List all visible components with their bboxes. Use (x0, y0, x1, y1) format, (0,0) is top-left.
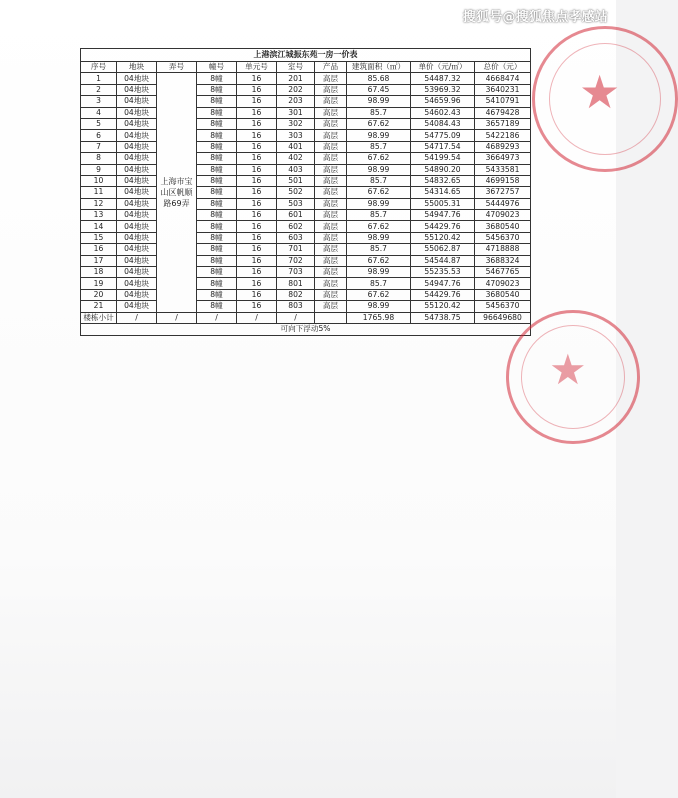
table-row (81, 84, 531, 95)
product-cell: 高层 (315, 301, 347, 312)
room-cell: 602 (277, 221, 315, 232)
row-number: 4 (81, 107, 117, 118)
plot-cell: 04地块 (117, 301, 157, 312)
product-cell: 高层 (315, 73, 347, 84)
area-cell: 67.62 (347, 118, 411, 129)
plot-cell: 04地块 (117, 84, 157, 95)
table-row (81, 221, 531, 232)
subtotal-cell: / (197, 312, 237, 323)
room-cell: 201 (277, 73, 315, 84)
plot-cell: 04地块 (117, 187, 157, 198)
price-sheet (80, 48, 621, 394)
column-header: 单价（元/㎡） (411, 62, 475, 73)
room-cell: 402 (277, 153, 315, 164)
table-body (81, 73, 531, 312)
total-price-cell: 5433581 (475, 164, 531, 175)
area-cell: 67.45 (347, 84, 411, 95)
unit-price-cell: 53969.32 (411, 84, 475, 95)
column-header: 弄号 (157, 62, 197, 73)
table-row (81, 73, 531, 84)
column-header: 单元号 (237, 62, 277, 73)
unit-cell: 16 (237, 118, 277, 129)
area-cell: 85.7 (347, 278, 411, 289)
unit-cell: 16 (237, 210, 277, 221)
total-price-cell: 3680540 (475, 221, 531, 232)
unit-cell: 16 (237, 96, 277, 107)
room-cell: 601 (277, 210, 315, 221)
row-number: 3 (81, 96, 117, 107)
room-cell: 303 (277, 130, 315, 141)
subtotal-cell: / (117, 312, 157, 323)
area-cell: 98.99 (347, 130, 411, 141)
product-cell: 高层 (315, 153, 347, 164)
room-cell: 502 (277, 187, 315, 198)
unit-cell: 16 (237, 198, 277, 209)
plot-cell: 04地块 (117, 255, 157, 266)
area-cell: 85.7 (347, 107, 411, 118)
building-cell: 8幢 (197, 221, 237, 232)
subtotal-cell: / (277, 312, 315, 323)
area-cell: 85.7 (347, 141, 411, 152)
table-row (81, 255, 531, 266)
table-row (81, 278, 531, 289)
product-cell: 高层 (315, 210, 347, 221)
room-cell: 301 (277, 107, 315, 118)
unit-cell: 16 (237, 289, 277, 300)
table-row (81, 301, 531, 312)
unit-price-cell: 54659.96 (411, 96, 475, 107)
row-number: 12 (81, 198, 117, 209)
product-cell: 高层 (315, 187, 347, 198)
unit-price-cell: 54429.76 (411, 221, 475, 232)
room-cell: 803 (277, 301, 315, 312)
table-row (81, 96, 531, 107)
address-cell: 上海市宝山区帆顺路69弄 (157, 73, 197, 312)
total-price-cell: 4709023 (475, 210, 531, 221)
official-seal-top (532, 26, 678, 172)
unit-price-cell: 54487.32 (411, 73, 475, 84)
unit-price-cell: 55120.42 (411, 232, 475, 243)
product-cell: 高层 (315, 141, 347, 152)
subtotal-cell (315, 312, 347, 323)
row-number: 19 (81, 278, 117, 289)
plot-cell: 04地块 (117, 141, 157, 152)
building-cell: 8幢 (197, 232, 237, 243)
unit-cell: 16 (237, 130, 277, 141)
column-header: 序号 (81, 62, 117, 73)
table-row (81, 289, 531, 300)
row-number: 5 (81, 118, 117, 129)
building-cell: 8幢 (197, 255, 237, 266)
building-cell: 8幢 (197, 198, 237, 209)
row-number: 13 (81, 210, 117, 221)
building-cell: 8幢 (197, 130, 237, 141)
plot-cell: 04地块 (117, 96, 157, 107)
plot-cell: 04地块 (117, 118, 157, 129)
plot-cell: 04地块 (117, 73, 157, 84)
room-cell: 703 (277, 267, 315, 278)
unit-price-cell: 55235.53 (411, 267, 475, 278)
table-row (81, 164, 531, 175)
plot-cell: 04地块 (117, 244, 157, 255)
product-cell: 高层 (315, 164, 347, 175)
plot-cell: 04地块 (117, 289, 157, 300)
footnote: 可向下浮动5% (81, 323, 531, 335)
watermark: 搜狐号@搜狐焦点孝感站 (462, 10, 608, 25)
row-number: 2 (81, 84, 117, 95)
unit-cell: 16 (237, 267, 277, 278)
room-cell: 401 (277, 141, 315, 152)
area-cell: 67.62 (347, 153, 411, 164)
area-cell: 85.7 (347, 175, 411, 186)
area-cell: 98.99 (347, 267, 411, 278)
area-cell: 67.62 (347, 255, 411, 266)
plot-cell: 04地块 (117, 153, 157, 164)
table-row (81, 198, 531, 209)
unit-price-cell: 54717.54 (411, 141, 475, 152)
product-cell: 高层 (315, 267, 347, 278)
room-cell: 501 (277, 175, 315, 186)
plot-cell: 04地块 (117, 267, 157, 278)
subtotal-cell: 楼栋小计 (81, 312, 117, 323)
building-cell: 8幢 (197, 278, 237, 289)
product-cell: 高层 (315, 244, 347, 255)
unit-cell: 16 (237, 244, 277, 255)
building-cell: 8幢 (197, 210, 237, 221)
product-cell: 高层 (315, 107, 347, 118)
area-cell: 98.99 (347, 301, 411, 312)
plot-cell: 04地块 (117, 198, 157, 209)
building-cell: 8幢 (197, 244, 237, 255)
subtotal-cell: / (157, 312, 197, 323)
product-cell: 高层 (315, 175, 347, 186)
table-row (81, 232, 531, 243)
unit-cell: 16 (237, 301, 277, 312)
product-cell: 高层 (315, 221, 347, 232)
row-number: 6 (81, 130, 117, 141)
area-cell: 67.62 (347, 187, 411, 198)
unit-cell: 16 (237, 164, 277, 175)
room-cell: 801 (277, 278, 315, 289)
area-cell: 85.7 (347, 210, 411, 221)
table-row (81, 130, 531, 141)
unit-cell: 16 (237, 187, 277, 198)
building-cell: 8幢 (197, 141, 237, 152)
table-row (81, 187, 531, 198)
price-table (80, 48, 531, 336)
unit-price-cell: 54832.65 (411, 175, 475, 186)
building-cell: 8幢 (197, 164, 237, 175)
building-cell: 8幢 (197, 267, 237, 278)
unit-price-cell: 54544.87 (411, 255, 475, 266)
room-cell: 403 (277, 164, 315, 175)
table-title: 上港滨江城振东苑一房一价表 (81, 49, 531, 62)
unit-cell: 16 (237, 84, 277, 95)
area-cell: 98.99 (347, 232, 411, 243)
plot-cell: 04地块 (117, 232, 157, 243)
row-number: 10 (81, 175, 117, 186)
total-price-cell: 4668474 (475, 73, 531, 84)
table-row (81, 175, 531, 186)
building-cell: 8幢 (197, 107, 237, 118)
unit-price-cell: 55005.31 (411, 198, 475, 209)
column-header: 建筑面积（㎡） (347, 62, 411, 73)
total-price-cell: 3664973 (475, 153, 531, 164)
subtotal-cell: / (237, 312, 277, 323)
row-number: 16 (81, 244, 117, 255)
table-row (81, 107, 531, 118)
building-cell: 8幢 (197, 84, 237, 95)
total-price-cell: 5410791 (475, 96, 531, 107)
table-row (81, 244, 531, 255)
row-number: 11 (81, 187, 117, 198)
area-cell: 67.62 (347, 289, 411, 300)
table-row (81, 141, 531, 152)
plot-cell: 04地块 (117, 107, 157, 118)
product-cell: 高层 (315, 198, 347, 209)
product-cell: 高层 (315, 278, 347, 289)
area-cell: 98.99 (347, 96, 411, 107)
room-cell: 603 (277, 232, 315, 243)
seal-star-icon: ★ (579, 65, 621, 119)
row-number: 1 (81, 73, 117, 84)
table-row (81, 210, 531, 221)
area-cell: 67.62 (347, 221, 411, 232)
building-cell: 8幢 (197, 187, 237, 198)
building-cell: 8幢 (197, 96, 237, 107)
table-row (81, 118, 531, 129)
room-cell: 203 (277, 96, 315, 107)
unit-price-cell: 54775.09 (411, 130, 475, 141)
column-header: 产品 (315, 62, 347, 73)
total-price-cell: 3688324 (475, 255, 531, 266)
row-number: 15 (81, 232, 117, 243)
subtotal-row (81, 312, 531, 323)
total-price-cell: 4709023 (475, 278, 531, 289)
subtotal-unit-price: 54738.75 (411, 312, 475, 323)
room-cell: 701 (277, 244, 315, 255)
product-cell: 高层 (315, 232, 347, 243)
table-row (81, 153, 531, 164)
unit-price-cell: 54199.54 (411, 153, 475, 164)
plot-cell: 04地块 (117, 175, 157, 186)
total-price-cell: 5444976 (475, 198, 531, 209)
building-cell: 8幢 (197, 118, 237, 129)
plot-cell: 04地块 (117, 130, 157, 141)
unit-price-cell: 55120.42 (411, 301, 475, 312)
unit-cell: 16 (237, 141, 277, 152)
row-number: 18 (81, 267, 117, 278)
product-cell: 高层 (315, 84, 347, 95)
unit-price-cell: 54602.43 (411, 107, 475, 118)
unit-price-cell: 54429.76 (411, 289, 475, 300)
area-cell: 85.68 (347, 73, 411, 84)
building-cell: 8幢 (197, 73, 237, 84)
product-cell: 高层 (315, 130, 347, 141)
unit-cell: 16 (237, 73, 277, 84)
row-number: 20 (81, 289, 117, 300)
unit-price-cell: 54947.76 (411, 278, 475, 289)
row-number: 9 (81, 164, 117, 175)
building-cell: 8幢 (197, 289, 237, 300)
total-price-cell: 5467765 (475, 267, 531, 278)
row-number: 7 (81, 141, 117, 152)
row-number: 17 (81, 255, 117, 266)
total-price-cell: 3672757 (475, 187, 531, 198)
plot-cell: 04地块 (117, 210, 157, 221)
subtotal-area: 1765.98 (347, 312, 411, 323)
column-header: 室号 (277, 62, 315, 73)
building-cell: 8幢 (197, 153, 237, 164)
unit-price-cell: 54314.65 (411, 187, 475, 198)
total-price-cell: 3640231 (475, 84, 531, 95)
row-number: 8 (81, 153, 117, 164)
unit-cell: 16 (237, 232, 277, 243)
total-price-cell: 3680540 (475, 289, 531, 300)
plot-cell: 04地块 (117, 221, 157, 232)
table-row (81, 267, 531, 278)
room-cell: 802 (277, 289, 315, 300)
total-price-cell: 4718888 (475, 244, 531, 255)
unit-price-cell: 55062.87 (411, 244, 475, 255)
row-number: 21 (81, 301, 117, 312)
unit-cell: 16 (237, 255, 277, 266)
header-row (81, 62, 531, 73)
unit-cell: 16 (237, 278, 277, 289)
room-cell: 302 (277, 118, 315, 129)
building-cell: 8幢 (197, 175, 237, 186)
row-number: 14 (81, 221, 117, 232)
total-price-cell: 5456370 (475, 232, 531, 243)
product-cell: 高层 (315, 289, 347, 300)
seal-star-icon: ★ (549, 345, 587, 394)
total-price-cell: 5456370 (475, 301, 531, 312)
column-header: 总价（元） (475, 62, 531, 73)
subtotal-total-price: 96649680 (475, 312, 531, 323)
unit-cell: 16 (237, 153, 277, 164)
total-price-cell: 3657189 (475, 118, 531, 129)
room-cell: 202 (277, 84, 315, 95)
room-cell: 702 (277, 255, 315, 266)
column-header: 地块 (117, 62, 157, 73)
area-cell: 98.99 (347, 198, 411, 209)
area-cell: 98.99 (347, 164, 411, 175)
product-cell: 高层 (315, 96, 347, 107)
plot-cell: 04地块 (117, 278, 157, 289)
product-cell: 高层 (315, 118, 347, 129)
building-cell: 8幢 (197, 301, 237, 312)
plot-cell: 04地块 (117, 164, 157, 175)
room-cell: 503 (277, 198, 315, 209)
unit-price-cell: 54947.76 (411, 210, 475, 221)
unit-price-cell: 54084.43 (411, 118, 475, 129)
unit-cell: 16 (237, 221, 277, 232)
product-cell: 高层 (315, 255, 347, 266)
unit-cell: 16 (237, 175, 277, 186)
total-price-cell: 4689293 (475, 141, 531, 152)
total-price-cell: 4679428 (475, 107, 531, 118)
unit-cell: 16 (237, 107, 277, 118)
unit-price-cell: 54890.20 (411, 164, 475, 175)
total-price-cell: 5422186 (475, 130, 531, 141)
area-cell: 85.7 (347, 244, 411, 255)
column-header: 幢号 (197, 62, 237, 73)
total-price-cell: 4699158 (475, 175, 531, 186)
